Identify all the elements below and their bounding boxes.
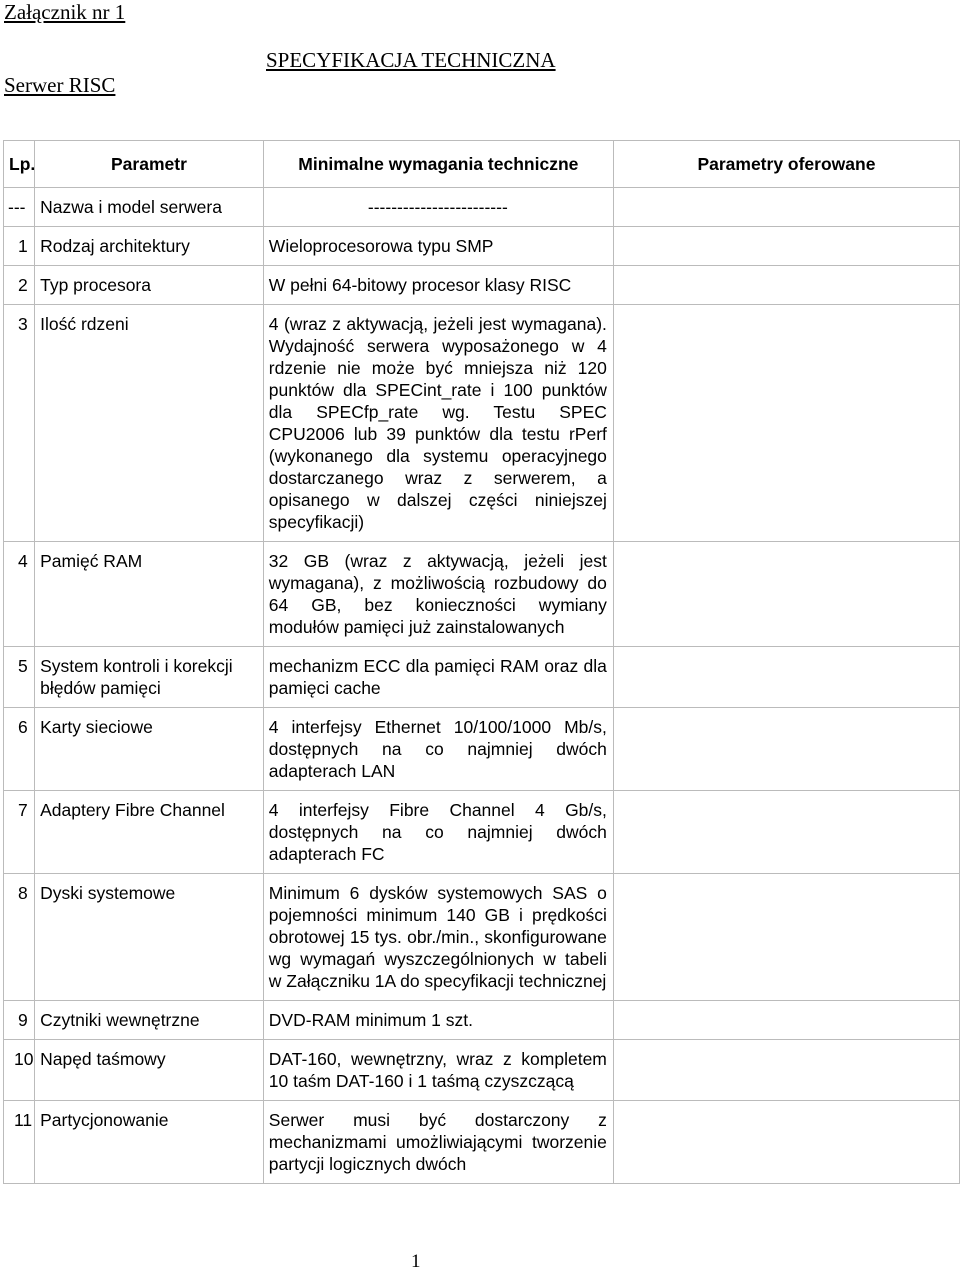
specification-table bbox=[3, 140, 960, 1184]
row-offered-value[interactable] bbox=[613, 647, 959, 708]
row-offered-value[interactable] bbox=[613, 1101, 959, 1184]
table-row bbox=[4, 1101, 960, 1184]
row-offered-value[interactable] bbox=[613, 1040, 959, 1101]
row-number: 9 bbox=[4, 1001, 35, 1040]
row-parameter: Adaptery Fibre Channel bbox=[35, 791, 264, 874]
row-parameter: Nazwa i model serwera bbox=[35, 188, 264, 227]
row-number: 4 bbox=[4, 542, 35, 647]
table-row bbox=[4, 227, 960, 266]
column-header-parameter: Parametr bbox=[35, 141, 264, 188]
row-requirement: Serwer musi być dostarczony z mechanizmami umożliwiającymi tworzenie partycji logicznych dwóch bbox=[263, 1101, 613, 1184]
row-requirement: DVD-RAM minimum 1 szt. bbox=[263, 1001, 613, 1040]
row-offered-value[interactable] bbox=[613, 1001, 959, 1040]
row-offered-value[interactable] bbox=[613, 708, 959, 791]
row-parameter: Karty sieciowe bbox=[35, 708, 264, 791]
row-number: 11 bbox=[4, 1101, 35, 1184]
row-requirement: Minimum 6 dysków systemowych SAS o pojemności minimum 140 GB i prędkości obrotowej 15 tys. obr./min., skonfigurowane wg wymagań wyszczególnionych w tabeli w Załączniku 1A do specyfikacji technicznej bbox=[263, 874, 613, 1001]
table-row bbox=[4, 1001, 960, 1040]
row-number: 2 bbox=[4, 266, 35, 305]
row-parameter: Pamięć RAM bbox=[35, 542, 264, 647]
table-row bbox=[4, 1040, 960, 1101]
column-header-requirements: Minimalne wymagania techniczne bbox=[263, 141, 613, 188]
table-row bbox=[4, 542, 960, 647]
table-row bbox=[4, 305, 960, 542]
attachment-label: Załącznik nr 1 bbox=[4, 0, 126, 24]
table-row bbox=[4, 266, 960, 305]
row-number: 1 bbox=[4, 227, 35, 266]
row-offered-value[interactable] bbox=[613, 542, 959, 647]
row-requirement: mechanizm ECC dla pamięci RAM oraz dla pamięci cache bbox=[263, 647, 613, 708]
row-number: 3 bbox=[4, 305, 35, 542]
row-requirement: 4 (wraz z aktywacją, jeżeli jest wymagana). Wydajność serwera wyposażonego w 4 rdzenie nie może być mniejsza niż 120 punktów dla SPECint_rate i 100 punktów dla SPECfp_rate wg. Testu SPEC CPU2006 lub 39 punktów dla testu rPerf (wykonanego dla systemu operacyjnego dostarczanego wraz z serwerem, a opisanego w dalszej części niniejszej specyfikacji) bbox=[263, 305, 613, 542]
page-number: 1 bbox=[411, 1251, 421, 1272]
row-requirement: DAT-160, wewnętrzny, wraz z kompletem 10 taśm DAT-160 i 1 taśmą czyszczącą bbox=[263, 1040, 613, 1101]
row-offered-value[interactable] bbox=[613, 791, 959, 874]
row-offered-value[interactable] bbox=[613, 266, 959, 305]
row-number: 10 bbox=[4, 1040, 35, 1101]
table-row bbox=[4, 188, 960, 227]
row-offered-value[interactable] bbox=[613, 227, 959, 266]
row-requirement: 32 GB (wraz z aktywacją, jeżeli jest wymagana), z możliwością rozbudowy do 64 GB, bez konieczności wymiany modułów pamięci już zainstalowanych bbox=[263, 542, 613, 647]
row-number: 5 bbox=[4, 647, 35, 708]
row-parameter: System kontroli i korekcji błędów pamięci bbox=[35, 647, 264, 708]
row-offered-value[interactable] bbox=[613, 874, 959, 1001]
row-parameter: Czytniki wewnętrzne bbox=[35, 1001, 264, 1040]
row-number: 7 bbox=[4, 791, 35, 874]
row-parameter: Napęd taśmowy bbox=[35, 1040, 264, 1101]
row-offered-value[interactable] bbox=[613, 188, 959, 227]
table-header-row bbox=[4, 141, 960, 188]
row-parameter: Dyski systemowe bbox=[35, 874, 264, 1001]
column-header-lp: Lp. bbox=[4, 141, 35, 188]
row-requirement: W pełni 64-bitowy procesor klasy RISC bbox=[263, 266, 613, 305]
document-subject: Serwer RISC bbox=[4, 73, 116, 97]
row-offered-value[interactable] bbox=[613, 305, 959, 542]
table-row bbox=[4, 791, 960, 874]
row-requirement: 4 interfejsy Ethernet 10/100/1000 Mb/s, dostępnych na co najmniej dwóch adapterach LAN bbox=[263, 708, 613, 791]
row-parameter: Rodzaj architektury bbox=[35, 227, 264, 266]
table-row bbox=[4, 874, 960, 1001]
row-requirement: 4 interfejsy Fibre Channel 4 Gb/s, dostępnych na co najmniej dwóch adapterach FC bbox=[263, 791, 613, 874]
table-row bbox=[4, 708, 960, 791]
row-number: 8 bbox=[4, 874, 35, 1001]
document-title: SPECYFIKACJA TECHNICZNA bbox=[266, 48, 556, 72]
row-number: --- bbox=[4, 188, 35, 227]
row-requirement: Wieloprocesorowa typu SMP bbox=[263, 227, 613, 266]
row-parameter: Typ procesora bbox=[35, 266, 264, 305]
table-row bbox=[4, 647, 960, 708]
column-header-offered: Parametry oferowane bbox=[613, 141, 959, 188]
row-requirement: ------------------------ bbox=[263, 188, 613, 227]
row-number: 6 bbox=[4, 708, 35, 791]
row-parameter: Partycjonowanie bbox=[35, 1101, 264, 1184]
row-parameter: Ilość rdzeni bbox=[35, 305, 264, 542]
